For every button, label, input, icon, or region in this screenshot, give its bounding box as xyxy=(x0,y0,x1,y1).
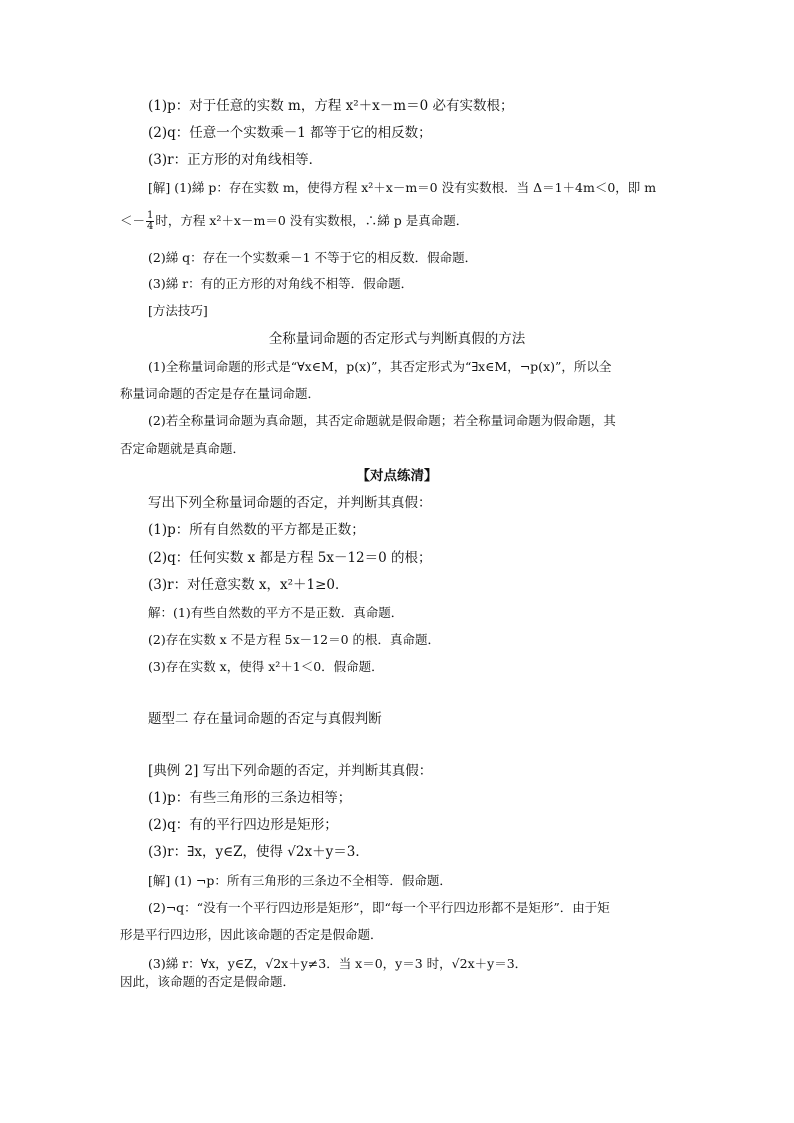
solution-line-2 xyxy=(120,211,468,232)
fraction-denominator: 4 xyxy=(147,221,154,232)
example-line-4: (3)r：∃x，y∈Z，使得 √2x＋y＝3． xyxy=(148,844,369,860)
problem-line-1: (1)p：对于任意的实数 m，方程 x²＋x－m＝0 必有实数根； xyxy=(148,98,514,114)
example-solution-2: (2)¬q：“没有一个平行四边形是矩形”，即“每一个平行四边形都不是矩形”．由于矩 xyxy=(148,900,610,915)
solution-line-4: (3)綈 r：有的正方形的对角线不相等．假命题． xyxy=(148,276,414,291)
solution-line-3: (2)綈 q：存在一个实数乘－1 不等于它的相反数．假命题． xyxy=(148,250,478,265)
practice-line-3: (2)q：任何实数 x 都是方程 5x－12＝0 的根； xyxy=(148,550,432,566)
example-solution-4: (3)綈 r：∀x，y∈Z，√2x＋y≠3．当 x＝0，y＝3 时，√2x＋y＝3． xyxy=(148,956,528,971)
practice-answer-3: (3)存在实数 x，使得 x²＋1＜0．假命题． xyxy=(148,659,384,674)
method-title: 全称量词命题的否定形式与判断真假的方法 xyxy=(268,331,526,347)
fraction-numerator: 1 xyxy=(147,210,154,221)
method-line-4: 否定命题就是真命题． xyxy=(120,441,246,456)
method-line-3: (2)若全称量词命题为真命题，其否定命题就是假命题；若全称量词命题为假命题，其 xyxy=(148,413,616,428)
practice-answer-1: 解：(1)有些自然数的平方不是正数．真命题． xyxy=(148,605,404,620)
method-line-2: 称量词命题的否定是存在量词命题． xyxy=(120,386,321,401)
problem-line-2: (2)q：任意一个实数乘－1 都等于它的相反数； xyxy=(148,125,432,141)
example-solution-1: [解] (1) ¬p：所有三角形的三条边不全相等．假命题． xyxy=(148,873,452,888)
practice-line-1: 写出下列全称量词命题的否定，并判断其真假： xyxy=(148,495,432,511)
example-line-2: (1)p：有些三角形的三条边相等； xyxy=(148,790,352,806)
solution-line-2-text: 时，方程 x²＋x－m＝0 没有实数根，∴綈 p 是真命题． xyxy=(155,213,469,228)
example-line-3: (2)q：有的平行四边形是矩形； xyxy=(148,817,338,833)
practice-line-2: (1)p：所有自然数的平方都是正数； xyxy=(148,522,365,538)
section-title: 题型二 存在量词命题的否定与真假判断 xyxy=(148,711,382,727)
example-solution-3: 形是平行四边形，因此该命题的否定是假命题． xyxy=(120,927,383,942)
example-line-1: [典例 2] 写出下列命题的否定，并判断其真假： xyxy=(148,763,433,779)
solution-line-2-prefix: ＜－ xyxy=(120,213,146,228)
solution-line-1: [解] (1)綈 p：存在实数 m，使得方程 x²＋x－m＝0 没有实数根．当 Δ＝1＋4m＜0，即 m xyxy=(148,180,657,195)
method-line-1: (1)全称量词命题的形式是“∀x∈M，p(x)”，其否定形式为“∃x∈M，¬p(x)”，所以全 xyxy=(148,359,612,374)
fraction xyxy=(146,211,154,232)
problem-line-3: (3)r：正方形的对角线相等． xyxy=(148,152,323,168)
method-label: [方法技巧] xyxy=(148,303,208,318)
example-solution-5: 因此，该命题的否定是假命题． xyxy=(120,974,296,989)
practice-answer-2: (2)存在实数 x 不是方程 5x－12＝0 的根．真命题． xyxy=(148,632,441,647)
practice-line-4: (3)r：对任意实数 x，x²＋1≥0． xyxy=(148,577,349,593)
practice-title: 【对点练清】 xyxy=(356,468,438,484)
